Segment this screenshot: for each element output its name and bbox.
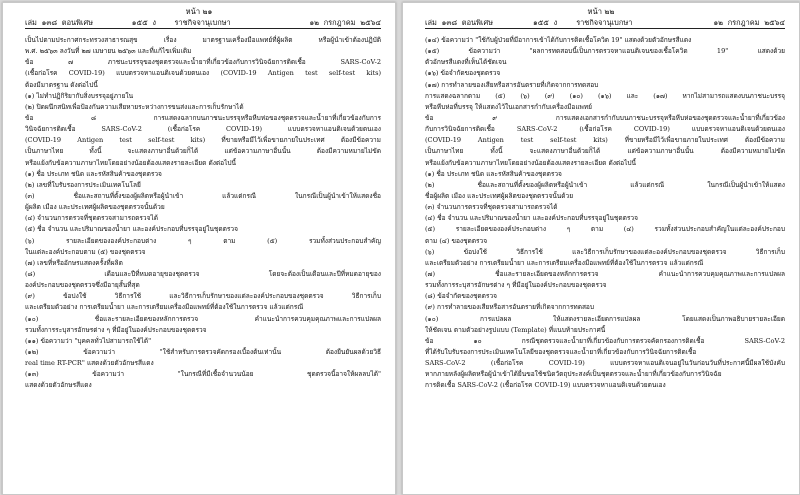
text-line: (๗) ชื่อและรายละเอียดของหลักการตรวจ คำแนะนำการควบคุมคุณภาพและการแปลผล (425, 269, 785, 278)
text-line: การติดเชื้อ SARS-CoV-2 (เชื้อก่อโรค COVID-19) แบบตรวจหาแอนติเจนด้วยตนเอง (425, 381, 666, 390)
text-line: (๘) เดือนและปีที่หมดอายุของชุดตรวจ โดยจะต้องเป็นเดือนและปีที่หมดอายุของ (25, 269, 381, 278)
gazette-page-left (2, 2, 396, 495)
text-line: (๙) ข้อบ่งใช้ วิธีการใช้ และวิธีการเก็บรักษาของแต่ละองค์ประกอบของชุดตรวจ วิธีการเก็บ (25, 292, 381, 301)
text-line: (๑) ชื่อ ประเภท ชนิด และรหัสสินค้าของชุดตรวจ (25, 169, 162, 178)
text-line: หรือแย้งกับข้อความภาษาไทยโดยอย่างน้อยต้องแสดงรายละเอียด ดังต่อไปนี้ (425, 158, 637, 167)
text-line: SARS-CoV-2 (เชื้อก่อโรค COVID-19) แบบตรวจหาแอนติเจนอยู่ในวันก่อนวันที่ประกาศนี้มีผลใช้บังคับ (425, 359, 785, 368)
text-line: (COVID-19 Antigen test self-test kits) ที่ขายหรือมีไว้เพื่อขายภายในประเทศ ต้องมีข้อความ (25, 136, 381, 145)
text-line: ผู้ผลิต เมือง และประเทศผู้ผลิตของชุดตรวจนั้นด้วย (25, 203, 165, 212)
text-line: ข้อ ๗ ภาชนะบรรจุของชุดตรวจและน้ำยาที่เกี่ยวข้องกับการวินิจฉัยการติดเชื้อ SARS-CoV-2 (25, 58, 381, 67)
text-line: (๑๗) การทำลายของเสียหรือสารอันตรายที่เกิดจากการทดสอบ (425, 80, 599, 89)
text-line: ข้อ ๘ การแสดงฉลากบนภาชนะบรรจุหรือหีบห่อของชุดตรวจและน้ำยาที่เกี่ยวข้องกับการ (25, 113, 381, 122)
text-line: (๑) ชื่อ ประเภท ชนิด และรหัสสินค้าของชุดตรวจ (425, 169, 562, 178)
text-line: ชื่อผู้ผลิต เมือง และประเทศผู้ผลิตของชุดตรวจนั้นด้วย (425, 191, 574, 200)
text-line: ข้อ ๙ การแสดงเอกสารกำกับบนภาชนะบรรจุหรือหีบห่อของชุดตรวจและน้ำยาที่เกี่ยวข้อง (425, 113, 785, 122)
text-line: วินิจฉัยการติดเชื้อ SARS-CoV-2 (เชื้อก่อโรค COVID-19) แบบตรวจหาแอนติเจนด้วยตนเอง (25, 125, 381, 134)
text-line: (๕) รายละเอียดขององค์ประกอบต่าง ๆ ตาม (๔) รวมทั้งส่วนประกอบสำคัญในแต่ละองค์ประกอบ (425, 225, 785, 234)
text-line: (เชื้อก่อโรค COVID-19) แบบตรวจหาแอนติเจนด้วยตนเอง (COVID-19 Antigen test self-test kits) (25, 69, 381, 78)
text-line: (๑๒) ข้อความว่า "ใช้สำหรับการตรวจคัดกรองเบื้องต้นเท่านั้น ต้องยืนยันผลด้วยวิธี (25, 347, 381, 356)
text-line: (๙) การทำลายของเสียหรือสารอันตรายที่เกิดจากการทดสอบ (425, 303, 595, 312)
text-line: (๔) ชื่อ จำนวน และปริมาณของน้ำยา และองค์ประกอบที่บรรจุอยู่ในชุดตรวจ (425, 214, 638, 223)
text-line: รวมทั้งการระบุสารอักษรต่าง ๆ ที่มีอยู่ในองค์ประกอบของชุดตรวจ (425, 281, 607, 290)
header-date: ๑๒ กรกฎาคม ๒๕๖๔ (309, 18, 381, 27)
text-line: (๑๓) ข้อความว่า "ในกรณีที่มีเชื้อจำนวนน้อย ชุดตรวจนี้อาจให้ผลลบได้" (25, 370, 381, 379)
text-line: (๑๐) ชื่อและรายละเอียดของหลักการตรวจ คำแนะนำการควบคุมคุณภาพและการแปลผล (25, 314, 381, 323)
text-line: (๖) รายละเอียดขององค์ประกอบต่าง ๆ ตาม (๕) รวมทั้งส่วนประกอบสำคัญ (25, 236, 381, 245)
text-line: (๓) จำนวนการตรวจที่ชุดตรวจสามารถตรวจได้ (425, 203, 558, 212)
header-date: ๑๒ กรกฎาคม ๒๕๖๔ (713, 18, 785, 27)
header-issue: ๑๕๕ ง (533, 18, 558, 27)
text-line: (๑๕) ข้อความว่า "ผลการทดสอบนี้เป็นการตรวจหาแอนติเจนของเชื้อโควิด 19" แสดงด้วย (425, 47, 785, 56)
text-line: (๒) ชื่อและสถานที่ตั้งของผู้ผลิตหรือผู้นำเข้า แล้วแต่กรณี ในกรณีเป็นผู้นำเข้าให้แสดง (425, 180, 785, 189)
text-line: ในแต่ละองค์ประกอบตาม (๕) ของชุดตรวจ (25, 247, 146, 256)
text-line: หากภายหลังผู้ผลิตหรือผู้นำเข้าได้ยื่นขอใช้ชนิดวัตถุประสงค์เป็นชุดตรวจและน้ำยาที่เกี่ยวข้องกับการวินิจฉัย (425, 370, 722, 379)
text-line: พ.ศ. ๒๕๖๓ ลงวันที่ ๒๗ เมษายน ๒๕๖๓ และที่แก้ไขเพิ่มเติม (25, 47, 192, 56)
text-line: (COVID-19 Antigen test self-test kits) ที่ขายหรือมีไว้เพื่อขายภายในประเทศ ต้องมีข้อความ (425, 136, 785, 145)
gazette-page-right (402, 2, 800, 495)
text-line: (๓) ชื่อและสถานที่ตั้งของผู้ผลิตหรือผู้นำเข้า แล้วแต่กรณี ในกรณีเป็นผู้นำเข้าให้แสดงชื่อ (25, 191, 381, 200)
text-line: (๘) ข้อจำกัดของชุดตรวจ (425, 292, 497, 301)
text-line: (๒) ปิดผนึกสนิทเพื่อป้องกันความเสียหายระหว่างการขนส่งและการเก็บรักษาได้ (25, 102, 244, 111)
page-number: หน้า ๒๑ (185, 7, 213, 16)
text-line: (๑๐) การแปลผล ให้แสดงรายละเอียดการแปลผล โดยแสดงเป็นภาพอธิบายรายละเอียด (425, 314, 785, 323)
text-line: การแสดงฉลากตาม (๕) (๖) (๙) (๑๐) (๑๖) และ (๑๗) หากไม่สามารถแสดงบนภาชนะบรรจุ (425, 91, 785, 100)
text-line: ที่ได้รับใบรับรองการประเมินเทคโนโลยีของชุดตรวจและน้ำยาที่เกี่ยวข้องกับการวินิจฉัยการติดเชื้อ (425, 347, 697, 356)
header-publication: ราชกิจจานุเบกษา (576, 18, 633, 27)
page-body (425, 35, 785, 494)
text-line: หรือหีบห่อที่บรรจุ ให้แสดงไว้ในเอกสารกำกับเครื่องมือแพทย์ (425, 102, 592, 111)
text-line: ข้อ ๑๐ กรณีชุดตรวจและน้ำยาที่เกี่ยวข้องกับการตรวจคัดกรองการติดเชื้อ SARS-CoV-2 (425, 336, 785, 345)
text-line: เป็นภาษาไทย ทั้งนี้ จะแสดงภาษาอื่นด้วยก็ได้ แต่ข้อความภาษาอื่นนั้น ต้องมีความหมายไม่ขัด (425, 147, 785, 156)
text-line: รวมทั้งการระบุสารอักษรต่าง ๆ ที่มีอยู่ในองค์ประกอบของชุดตรวจ (25, 325, 207, 334)
text-line: หรือแย้งกับข้อความภาษาไทยโดยอย่างน้อยต้องแสดงรายละเอียด ดังต่อไปนี้ (25, 158, 237, 167)
text-line: (๑) ไม่ทำปฏิกิริยากับสิ่งบรรจุอยู่ภายใน (25, 91, 134, 100)
text-line: real time RT-PCR" แสดงด้วยตัวอักษรสีแดง (25, 359, 154, 368)
text-line: แสดงด้วยตัวอักษรสีแดง (25, 381, 92, 390)
text-line: (๑๔) ข้อความว่า "ใช้กับผู้ป่วยที่มีอาการเข้าได้กับการติดเชื้อโควิด 19" แสดงด้วยตัวอักษรสีแดง (425, 36, 692, 44)
text-line: ตาม (๔) ของชุดตรวจ (425, 236, 488, 245)
text-line: และเตรียมตัวอย่าง การเตรียมน้ำยา และการเตรียมเครื่องมือแพทย์ที่ต้องใช้ในการตรวจ แล้วแต่กรณี (25, 303, 304, 312)
text-line: (๔) จำนวนการตรวจที่ชุดตรวจสามารถตรวจได้ (25, 214, 158, 223)
text-line: เป็นไปตามประกาศกระทรวงสาธารณสุข เรื่อง มาตรฐานเครื่องมือแพทย์ที่ผู้ผลิต หรือผู้นำเข้าต้องปฏิบัติ (25, 36, 381, 44)
header-volume: เล่ม ๑๓๘ ตอนพิเศษ (25, 18, 94, 27)
page-number: หน้า ๒๒ (587, 7, 615, 16)
text-line: ต้องมีมาตรฐาน ดังต่อไปนี้ (25, 80, 98, 89)
page-header (25, 17, 381, 29)
text-line: (๕) ชื่อ จำนวน และปริมาณของน้ำยา และองค์ประกอบที่บรรจุอยู่ในชุดตรวจ (25, 225, 238, 234)
page-body (25, 35, 381, 494)
header-volume: เล่ม ๑๓๘ ตอนพิเศษ (425, 18, 494, 27)
text-line: กับการวินิจฉัยการติดเชื้อ SARS-CoV-2 (เชื้อก่อโรค COVID-19) แบบตรวจหาแอนติเจนด้วยตนเอง (425, 125, 785, 134)
text-line: (๑๑) ข้อความว่า "บุคคลทั่วไปสามารถใช้ได้" (25, 336, 152, 345)
text-line: ตัวอักษรสีแดงที่เห็นได้ชัดเจน (425, 58, 507, 67)
text-line: (๗) เลขที่หรืออักษรแสดงครั้งที่ผลิต (25, 258, 123, 267)
text-line: เป็นภาษาไทย ทั้งนี้ จะแสดงภาษาอื่นด้วยก็ได้ แต่ข้อความภาษาอื่นนั้น ต้องมีความหมายไม่ขัด (25, 147, 381, 156)
text-line: องค์ประกอบของชุดตรวจซึ่งมีอายุสั้นที่สุด (25, 281, 140, 290)
header-publication: ราชกิจจานุเบกษา (174, 18, 231, 27)
page-header (425, 17, 785, 29)
text-line: ให้ชัดเจน ตามตัวอย่างรูปแบบ (Template) ที่แนบท้ายประกาศนี้ (425, 325, 606, 334)
text-line: (๒) เลขที่ใบรับรองการประเมินเทคโนโลยี (25, 180, 141, 189)
text-line: (๖) ข้อบ่งใช้ วิธีการใช้ และวิธีการเก็บรักษาของแต่ละองค์ประกอบของชุดตรวจ วิธีการเก็บ (425, 247, 785, 256)
text-line: และเตรียมตัวอย่าง การเตรียมน้ำยา และการเตรียมเครื่องมือแพทย์ที่ต้องใช้ในการตรวจ แล้วแต่กรณี (425, 258, 704, 267)
text-line: (๑๖) ข้อจำกัดของชุดตรวจ (425, 69, 501, 78)
header-issue: ๑๕๕ ง (131, 18, 156, 27)
